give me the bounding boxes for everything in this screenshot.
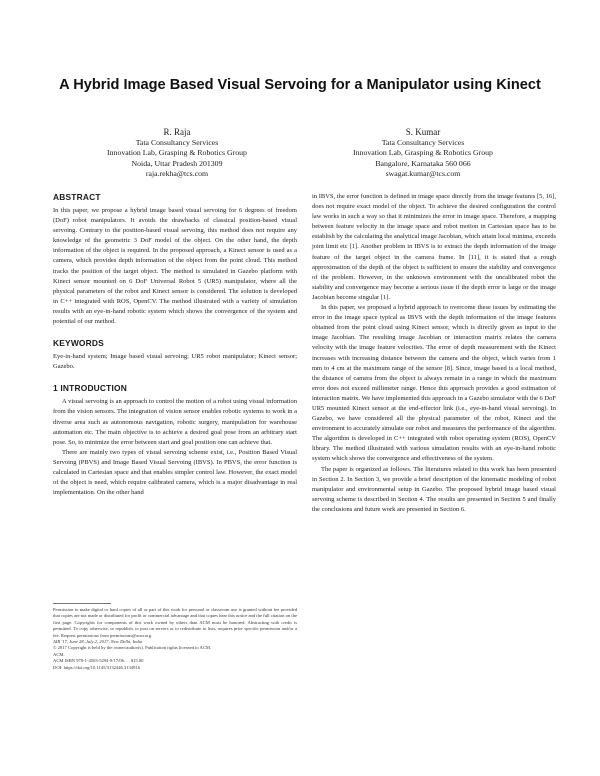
isbn-line: ACM ISBN 978-1-4503-5294-9/17/06. . . $15.00 [53,658,144,664]
author-city: Bangalore, Karnataka 560 066 [375,158,471,168]
permission-notice: Permission to make digital or hard copies of all or part of this work for personal or classroom use is granted without fee provided that copies are not made or distributed for profit or commercial advantage and that copies bear this notice and the full citation on the first page. Copyrights for components of this work owned by others than ACM must be honored. Abstracting with credit is permitted. To copy otherwise, or republish, to post on servers or to redistribute to lists, requires prior specific permission and/or a fee. Request permissions from permissions@acm.org. [53,607,297,638]
author-name: S. Kumar [405,127,441,137]
author-org: Tata Consultancy Services [135,138,219,147]
author-name: R. Raja [163,127,191,137]
abstract-heading: ABSTRACT [53,192,101,202]
right-paragraph-1: in IBVS, the error function is defined in image space directly from the image features [5, 16], does not require exact model of the object. To achieve the desired configuration the control law works in such a way so that it minimizes the error in image space. Therefore, a mapping between feature velocity in the image space and robot motion in Cartesian space has to be establish by the calculating the analytical image Jacobian, which attain local minima, exceeds joint limit etc [1]. Another problem in IBVS is to extract the depth information of the image feature of the target object in the camera frame. In [11], it is stated that a rough approximation of the depth of the object is sufficient to ensure the stability and convergence of the problem. However, in the unknown environment with the uncalibrated robot the stability and convergence may become a serious issue if the depth error is large or the image Jacobian become singular [1]. [312,193,556,301]
author-dept: Innovation Lab, Grasping & Robotics Group [107,148,247,158]
introduction-paragraph-1: A visual servoing is an approach to control the motion of a robot using visual information from the vision sensors. The integration of vision sensor enables robotic systems to work in a diverse area such as autonomous navigation, robotic surgery, manipulation for warehouse automation etc. The main objective is to achieve a desired goal pose from an arbitrary start pose. So, to minimize the error between start and goal position one can achieve that. [53,398,297,446]
right-paragraph-3: The paper is organized as follows. The literatures related to this work has been presented in Section 2. In Section 3, we provide a brief description of the kinematic modeling of robot manipulator and environmental setup in Gazebo. The proposed hybrid image based visual servoing scheme is described in Section 4. The results are presented in Section 5 and finally the conclusions and future work are presented in Section 6. [312,465,556,513]
author-block-1 [52,126,302,180]
keywords-text: Eye-in-hand system; Image based visual servoing; UR5 robot manipulator; Kinect sensor; Gazebo. [53,353,297,371]
author-email: swagat.kumar@tcs.com [385,169,461,179]
introduction-heading: 1 INTRODUCTION [53,383,127,394]
acm-line: ACM. [53,651,65,657]
footnote-divider [53,603,111,604]
abstract-text: In this paper, we propose a hybrid image based visual servoing for 6 degrees of freedom (DoF) robot manipulators. It avoids the drawbacks of classical position-based visual servoing. Contrary to the position-based visual servoing, this method does not require any knowledge of the geometric 3 DoF model of the object. On the other hand, the depth information of the object is required. In the proposed approach, a Kinect sensor is used as a camera, which provides depth information of the object from the point cloud. This method tracks the position of the target object. The method is simulated in Gazebo platform with Kinect sensor mounted on 6 DoF Universal Robot 5 (UR5) manipulator, where all the physical parameters of the robot and Kinect sensor is considered. The solution is developed in C++ integrated with ROS, OpenCV. The method illustrated with a variety of simulation results with an eye-in-hand robotic system which shows the convergence of the system and potential of our method. [53,207,297,326]
keywords-heading: KEYWORDS [53,338,104,349]
doi-line: DOI: https://doi.org/10.1145/3132446.3134916 [53,664,141,670]
copyright-footnote [53,603,297,671]
right-paragraph-2: In this paper, we proposed a hybrid approach to overcome these issues by estimating the error in the image space typical as IBVS with the depth information of the image features obtained from the point cloud using Kinect sensor, which is directly given as input to the image Jacobian. The resulting image Jacobian or interaction matrix relates the camera velocity with the image feature velocities. The error of depth measurement with the Kinect increases with increasing distance between the camera and the object, which varies from 1 mm to 4 cm at the maximum range of the sensor [8]. Since, image based is a local method, the distance of camera from the object is always remain in a range in which the maximum error does not exceed millimeter range. Hence this approach provides a good estimation of interaction matrix. We have implemented this approach in a Gazebo simulator with the 6 DoF UR5 mounted Kinect sensor at the end-effector link (i.e., eye-in-hand visual servoing). In Gazebo, we have considered all the physical parameter of the robot, Kinect and the environment to accurately simulate our robot and measures the performance of the algorithm. The algorithm is developed in C++ integrated with robot operating system (ROS), OpenCV library. The method illustrated with various simulation results with an eye-in-hand robotic system which shows the convergence and effectiveness of the system. [312,304,556,463]
venue-line: AIR '17, June 28–July 2, 2017, New Delhi, India [53,639,143,645]
author-dept: Innovation Lab, Grasping & Robotics Group [353,148,493,158]
introduction-paragraph-2: There are mainly two types of visual servoing scheme exist, i.e., Position Based Visual Servoing (PBVS) and Image Based Visual Servoing (IBVS). In PBVS, the error function is calculated in Cartesian space and that enables simpler control law. However, the exact model of the object is need, which require calibrated camera, which is a major disadvantage in real implementation. On the other hand [53,448,297,497]
left-column [53,192,297,498]
author-block-2 [298,126,548,180]
author-org: Tata Consultancy Services [381,138,465,147]
right-column [312,192,556,515]
paper-title: A Hybrid Image Based Visual Servoing for a Manipulator using Kinect [59,77,541,93]
author-city: Noida, Uttar Pradesh 201309 [131,158,223,168]
author-email: raja.rekha@tcs.com [145,169,209,179]
copyright-line: © 2017 Copyright is held by the owner/author(s). Publication rights licensed to ACM. [53,645,212,651]
